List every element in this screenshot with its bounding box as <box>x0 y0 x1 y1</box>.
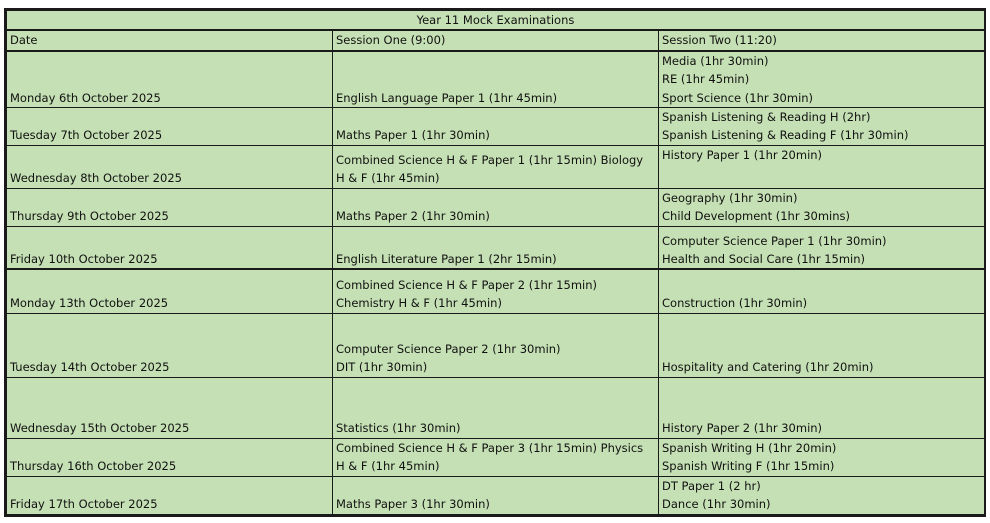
session-one-cell[interactable] <box>333 269 659 313</box>
table-row <box>7 108 985 146</box>
timetable-grid <box>6 10 985 515</box>
exam-entry: Dance (1hr 30min) <box>662 497 771 512</box>
timetable-title[interactable]: Year 11 Mock Examinations <box>7 11 985 31</box>
exam-entry: History Paper 2 (1hr 30min) <box>662 421 823 436</box>
session-one-cell[interactable] <box>333 145 659 188</box>
session-two-cell[interactable] <box>659 145 985 188</box>
date-cell[interactable]: Tuesday 14th October 2025 <box>7 313 333 377</box>
session-two-cell[interactable] <box>659 188 985 226</box>
exam-entry: Maths Paper 1 (1hr 30min) <box>336 128 490 143</box>
exam-entry: Computer Science Paper 2 (1hr 30min) <box>336 342 561 357</box>
table-row <box>7 377 985 438</box>
exam-entry: DT Paper 1 (2 hr) <box>662 479 761 494</box>
session-one-cell[interactable] <box>333 188 659 226</box>
session-two-cell[interactable] <box>659 476 985 514</box>
exam-entry: English Language Paper 1 (1hr 45min) <box>336 90 558 105</box>
session-two-cell[interactable] <box>659 226 985 269</box>
exam-entry: Hospitality and Catering (1hr 20min) <box>662 360 874 375</box>
table-row <box>7 438 985 476</box>
exam-entry: Spanish Writing H (1hr 20min) <box>662 441 837 456</box>
exam-entry: Computer Science Paper 1 (1hr 30min) <box>662 233 887 248</box>
session-one-cell[interactable] <box>333 377 659 438</box>
table-row <box>7 51 985 108</box>
exam-entry: RE (1hr 45min) <box>662 72 750 87</box>
exam-entry: Combined Science H & F Paper 2 (1hr 15min) Chemistry H & F (1hr 45min) <box>336 278 597 311</box>
header-date[interactable]: Date <box>7 30 333 50</box>
session-two-cell[interactable] <box>659 313 985 377</box>
table-row <box>7 226 985 269</box>
session-one-cell[interactable] <box>333 476 659 514</box>
table-row <box>7 269 985 313</box>
exam-entry: Media (1hr 30min) <box>662 53 769 68</box>
session-two-cell[interactable] <box>659 377 985 438</box>
exam-entry: Spanish Listening & Reading H (2hr) <box>662 110 871 125</box>
date-cell[interactable]: Monday 6th October 2025 <box>7 51 333 108</box>
date-cell[interactable]: Thursday 9th October 2025 <box>7 188 333 226</box>
table-row <box>7 313 985 377</box>
session-one-cell[interactable] <box>333 438 659 476</box>
session-two-cell[interactable] <box>659 269 985 313</box>
date-cell[interactable]: Tuesday 7th October 2025 <box>7 108 333 146</box>
table-row <box>7 188 985 226</box>
exam-entry: Combined Science H & F Paper 1 (1hr 15min) Biology H & F (1hr 45min) <box>336 153 644 186</box>
exam-entry: Spanish Listening & Reading F (1hr 30min) <box>662 128 909 143</box>
session-two-cell[interactable] <box>659 438 985 476</box>
exam-entry: Statistics (1hr 30min) <box>336 421 461 436</box>
date-cell[interactable]: Monday 13th October 2025 <box>7 269 333 313</box>
date-cell[interactable]: Thursday 16th October 2025 <box>7 438 333 476</box>
session-one-cell[interactable] <box>333 313 659 377</box>
exam-entry: Construction (1hr 30min) <box>662 296 808 311</box>
exam-entry: Maths Paper 2 (1hr 30min) <box>336 209 490 224</box>
exam-entry: Child Development (1hr 30mins) <box>662 209 851 224</box>
exam-entry: Spanish Writing F (1hr 15min) <box>662 459 835 474</box>
header-session-one[interactable]: Session One (9:00) <box>333 30 659 50</box>
date-cell[interactable]: Friday 10th October 2025 <box>7 226 333 269</box>
session-two-cell[interactable] <box>659 51 985 108</box>
exam-entry: Maths Paper 3 (1hr 30min) <box>336 497 490 512</box>
exam-entry: DIT (1hr 30min) <box>336 360 428 375</box>
session-one-cell[interactable] <box>333 51 659 108</box>
session-one-cell[interactable] <box>333 108 659 146</box>
exam-timetable <box>4 8 986 517</box>
exam-entry: Sport Science (1hr 30min) <box>662 90 814 105</box>
header-session-two[interactable]: Session Two (11:20) <box>659 30 985 50</box>
date-cell[interactable]: Friday 17th October 2025 <box>7 476 333 514</box>
session-two-cell[interactable] <box>659 108 985 146</box>
session-one-cell[interactable] <box>333 226 659 269</box>
table-row <box>7 476 985 514</box>
exam-entry: English Literature Paper 1 (2hr 15min) <box>336 251 557 266</box>
date-cell[interactable]: Wednesday 8th October 2025 <box>7 145 333 188</box>
exam-entry: Health and Social Care (1hr 15min) <box>662 251 866 266</box>
exam-entry: Geography (1hr 30min) <box>662 191 798 206</box>
exam-entry: History Paper 1 (1hr 20min) <box>662 147 823 162</box>
exam-entry: Combined Science H & F Paper 3 (1hr 15min) Physics H & F (1hr 45min) <box>336 441 644 474</box>
table-row <box>7 145 985 188</box>
date-cell[interactable]: Wednesday 15th October 2025 <box>7 377 333 438</box>
